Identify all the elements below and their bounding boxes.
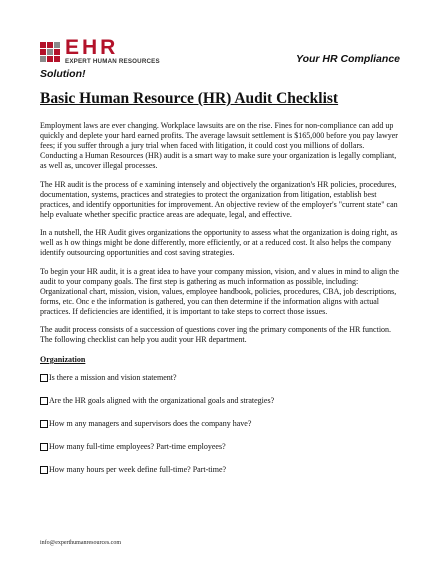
checklist-item (40, 419, 400, 429)
checkbox[interactable] (40, 397, 48, 405)
document-title: Basic Human Resource (HR) Audit Checklist (40, 90, 339, 107)
paragraph-begin: To begin your HR audit, it is a great idea to have your company mission, vision, and v alues in mind to align the audit to your company goals. The first step is gathering as much information as possible, including: Organizational chart, mission, vision, values, employee handbook, policies, procedures, CBA, job descriptions, forms, etc. Onc e the information is gathered, you can then determine if the information aligns with actual practices. If deficiencies are identified, it is important to take steps to correct those issues. (40, 266, 399, 316)
tagline-part1: Your HR Compliance (295, 53, 400, 65)
document-body (40, 121, 400, 488)
checklist-item (40, 373, 400, 383)
checklist-item-label: Is there a mission and vision statement? (49, 373, 177, 382)
checkbox[interactable] (40, 466, 48, 474)
section-heading-organization: Organization (40, 355, 86, 364)
checkbox[interactable] (40, 374, 48, 382)
paragraph-process: The audit process consists of a succession of questions cover ing the primary components of the HR function. The following checklist can help you audit your HR department. (40, 325, 392, 344)
company-logo (40, 36, 170, 68)
checklist-item (40, 465, 400, 475)
paragraph-intro: Employment laws are ever changing. Workplace lawsuits are on the rise. Fines for non-compliance can add up quickly and deplete your hard earned profits. The average lawsuit settlement is $165,000 before you pay lawyer fees; if you suffer through a jury trial when faced with litigation, it could cost you millions of dollars. Conducting a Human Resources (HR) audit is a smart way to make sure your organization is legally compliant, as well as, uncover illegal processes. (40, 121, 398, 170)
checklist-item (40, 396, 400, 406)
checklist-item-label: How many hours per week define full-time? Part-time? (49, 465, 227, 474)
footer-email[interactable]: info@experthumanresources.com (40, 540, 121, 546)
checklist-item-label: How many full-time employees? Part-time employees? (49, 442, 226, 451)
paragraph-nutshell: In a nutshell, the HR Audit gives organizations the opportunity to assess what the organization is doing right, as well as h ow things might be done differently, more efficiently, or at a reduced cost. It also helps the company identify outsourcing opportunities and cost saving strategies. (40, 228, 398, 257)
checklist-item-label: How m any managers and supervisors does the company have? (49, 419, 252, 428)
logo-subtitle: EXPERT HUMAN RESOURCES (65, 58, 160, 65)
checkbox[interactable] (40, 443, 48, 451)
logo-text: EHR (65, 36, 119, 59)
tagline-part2: Solution! (40, 68, 86, 80)
checklist-item-label: Are the HR goals aligned with the organizational goals and strategies? (49, 396, 275, 405)
paragraph-definition: The HR audit is the process of e xamining intensely and objectively the organization's HR policies, procedures, documentation, systems, practices and strategies to protect the organization from litigation, establish best practices, and identify opportunities for improvement. An objective review of the employer's "current state" can help evaluate whether specific practice areas are adequate, legal, and effective. (40, 179, 398, 219)
checklist-item (40, 442, 400, 452)
logo-grid-icon (40, 42, 62, 62)
checkbox[interactable] (40, 420, 48, 428)
